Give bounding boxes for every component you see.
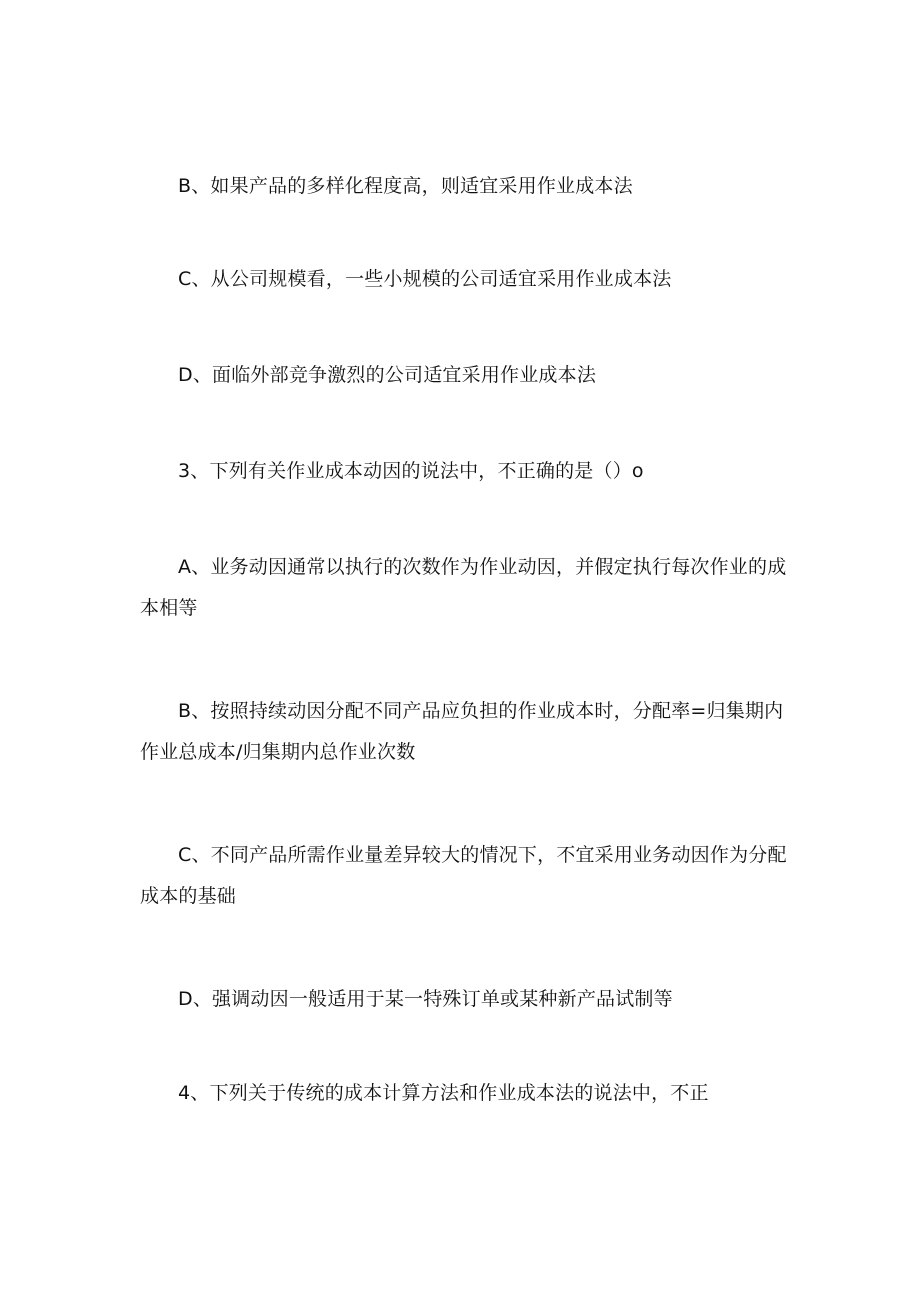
question-4-paragraph: 4、下列关于传统的成本计算方法和作业成本法的说法中，不正: [178, 1082, 709, 1104]
question-3-option-b: B、按照持续动因分配不同产品应负担的作业成本时，分配率=归集期内作业总成本/归集期内总作业次数: [140, 700, 784, 763]
question-3-option-c: C、不同产品所需作业量差异较大的情况下，不宜采用业务动因作为分配成本的基础: [140, 844, 787, 907]
question-3-option-a: A、业务动因通常以执行的次数作为作业动因，并假定执行每次作业的成本相等: [140, 556, 787, 619]
question-3-paragraph: 3、下列有关作业成本动因的说法中，不正确的是（）o: [178, 460, 644, 482]
option-c-paragraph: C、从公司规模看，一些小规模的公司适宜采用作业成本法: [178, 268, 672, 290]
question-3-option-d: D、强调动因一般适用于某一特殊订单或某种新产品试制等: [178, 988, 673, 1010]
option-b-paragraph: B、如果产品的多样化程度高，则适宜采用作业成本法: [178, 175, 633, 197]
option-d-paragraph: D、面临外部竞争激烈的公司适宜采用作业成本法: [178, 364, 597, 386]
